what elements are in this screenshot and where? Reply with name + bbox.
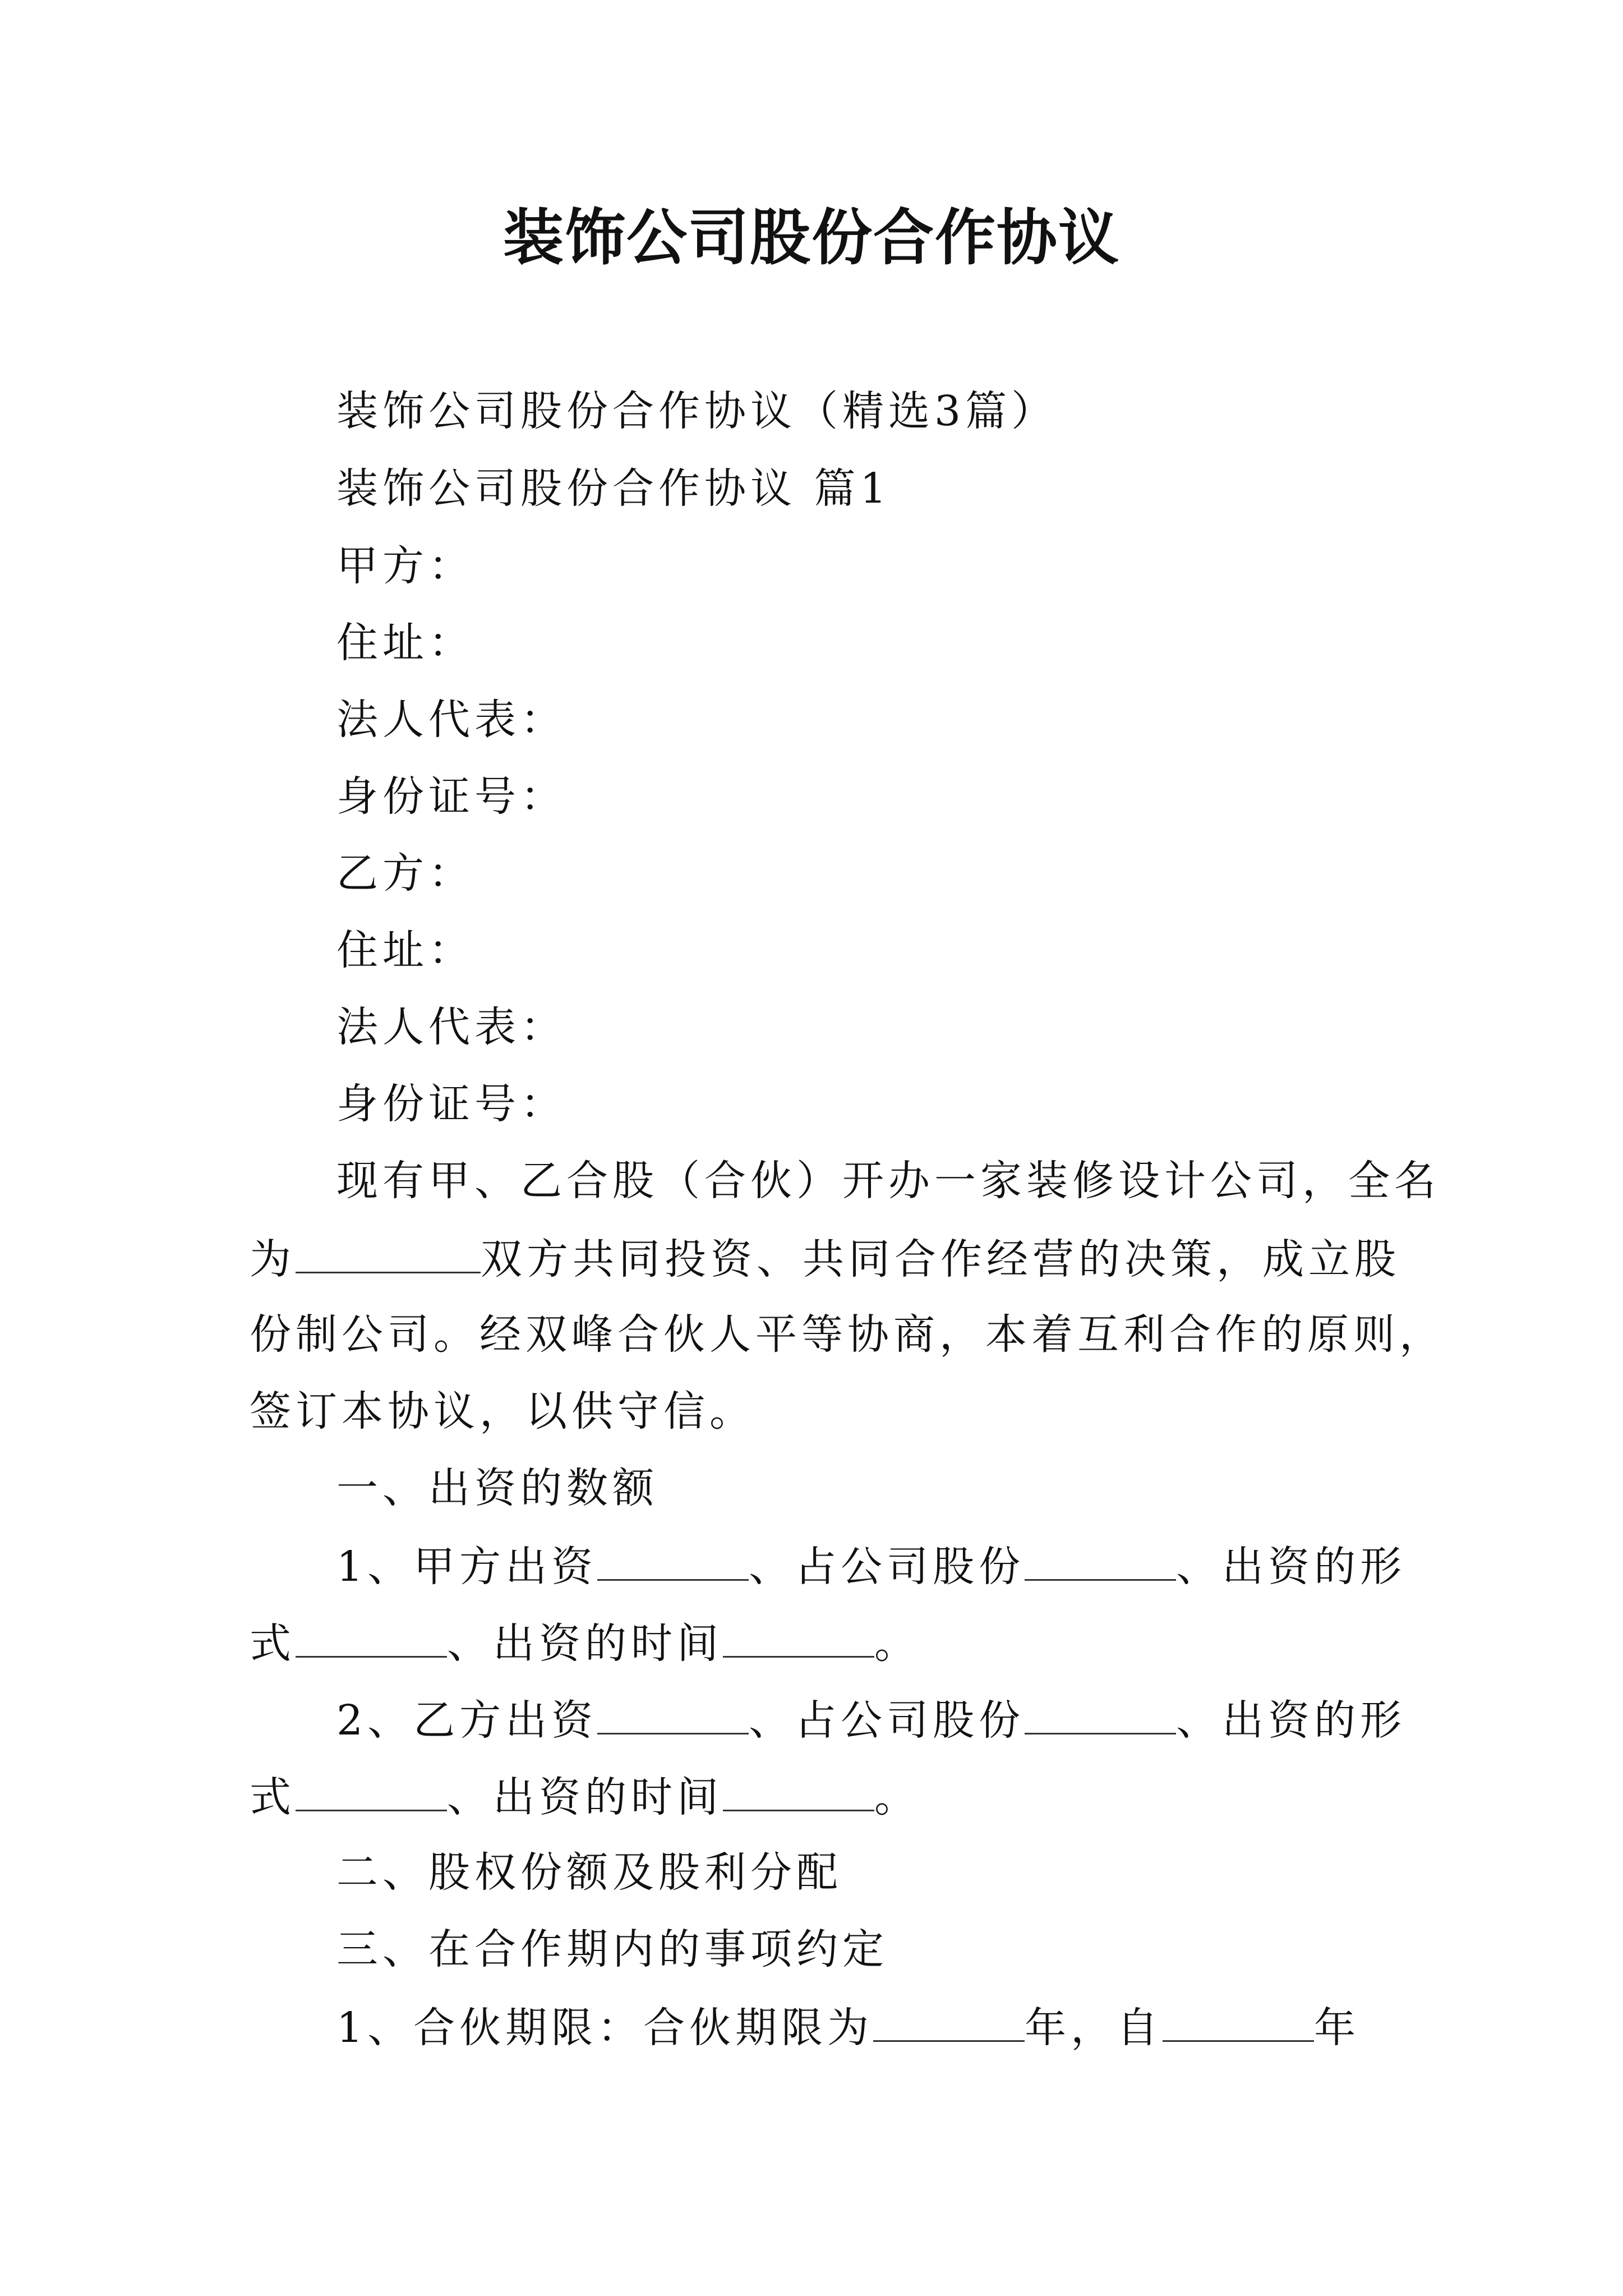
section-3-item-1 [336, 2001, 1360, 2053]
blank-line [597, 1694, 749, 1734]
item-text: 年，自 [1025, 2004, 1163, 2052]
item-text: 式 [250, 1773, 296, 1821]
party-b-address: 住址： [336, 926, 474, 974]
company-name-blank [296, 1232, 481, 1273]
item-text: 年 [1314, 2004, 1361, 2052]
party-a-address: 住址： [336, 619, 474, 667]
item-text: 2、乙方出资 [336, 1696, 598, 1745]
blank-line [723, 1770, 874, 1811]
party-b-label: 乙方： [336, 849, 474, 898]
section-1-item-1-line-1 [336, 1540, 1406, 1592]
intro-line-1: 现有甲、乙合股（合伙）开办一家装修设计公司，全名 [336, 1157, 1440, 1205]
section-2-heading: 二、股权份额及股利分配 [336, 1848, 842, 1897]
section-1-heading: 一、出资的数额 [336, 1464, 658, 1512]
blank-line [597, 1540, 749, 1581]
party-a-legal-rep: 法人代表： [336, 696, 566, 744]
subtitle: 装饰公司股份合作协议（精选3篇） [336, 387, 1058, 435]
party-a-id-no: 身份证号： [336, 772, 566, 821]
section-1-item-1-line-2 [250, 1617, 920, 1669]
blank-line [296, 1617, 447, 1658]
item-text: 、出资的形 [1176, 1543, 1407, 1591]
item-text: 、出资的时间 [447, 1619, 723, 1668]
item-text: 、占公司股份 [749, 1543, 1025, 1591]
blank-line [1025, 1694, 1176, 1734]
party-a-label: 甲方： [336, 542, 474, 590]
blank-line [1163, 2001, 1314, 2042]
intro-line-2-post: 双方共同投资、共同合作经营的决策，成立股 [481, 1235, 1400, 1283]
party-b-legal-rep: 法人代表： [336, 1003, 566, 1051]
document-title: 装饰公司股份合作协议 [502, 203, 1120, 273]
blank-line [1025, 1540, 1176, 1581]
party-b-id-no: 身份证号： [336, 1080, 566, 1128]
section-3-heading: 三、在合作期内的事项约定 [336, 1925, 888, 1973]
chapter-heading: 装饰公司股份合作协议 篇1 [336, 464, 891, 513]
item-text: 式 [250, 1619, 296, 1668]
section-1-item-2-line-1 [336, 1694, 1406, 1746]
intro-line-3: 份制公司。经双峰合伙人平等协商，本着互利合作的原则， [250, 1310, 1445, 1359]
item-text: 1、合伙期限：合伙期限为 [336, 2004, 874, 2052]
blank-line [873, 2001, 1025, 2042]
blank-line [723, 1617, 874, 1658]
item-text: 、出资的时间 [447, 1773, 723, 1821]
item-text: 。 [874, 1773, 920, 1821]
item-text: 、出资的形 [1176, 1696, 1407, 1745]
intro-line-2-pre: 为 [250, 1235, 296, 1283]
item-text: 。 [874, 1619, 920, 1668]
item-text: 1、甲方出资 [336, 1543, 598, 1591]
intro-line-4: 签订本协议，以供守信。 [250, 1387, 755, 1435]
blank-line [296, 1770, 447, 1811]
item-text: 、占公司股份 [749, 1696, 1025, 1745]
section-1-item-2-line-2 [250, 1770, 920, 1823]
intro-line-2 [250, 1232, 1400, 1285]
